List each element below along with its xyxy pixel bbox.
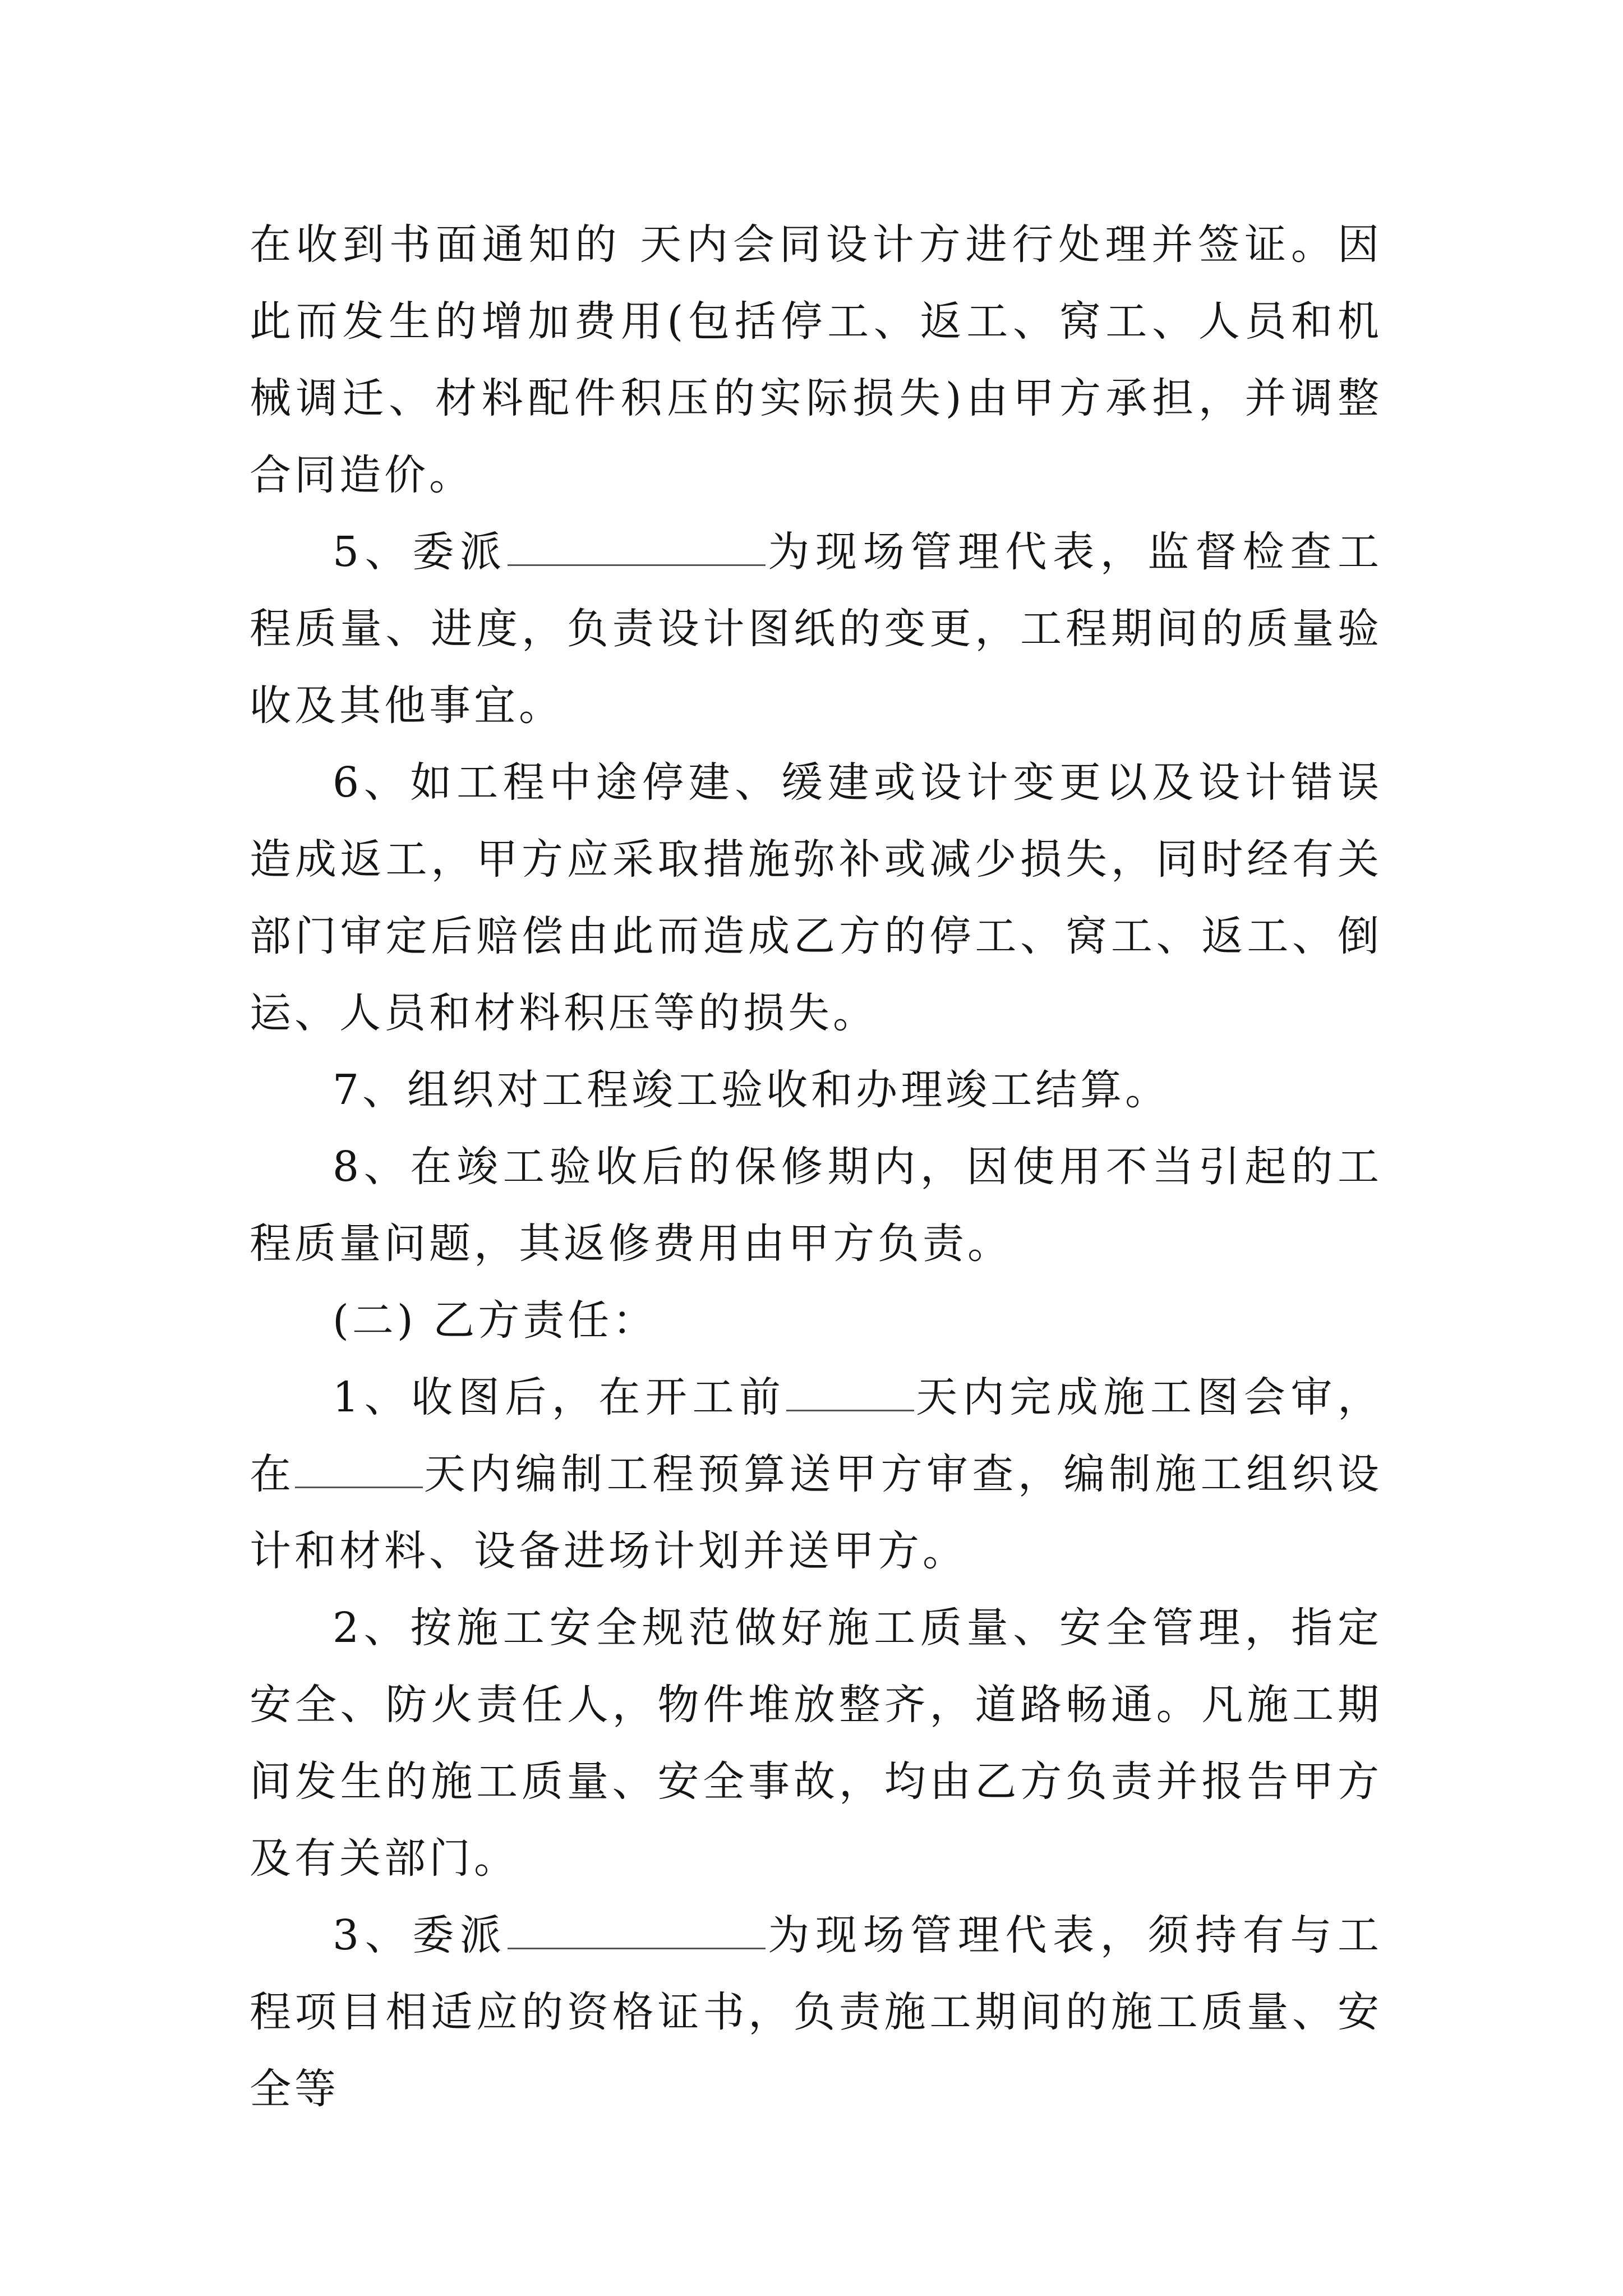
- text-run: 6、如工程中途停建、缓建或设计变更以及设计错误造成返工，甲方应采取措施弥补或减少损失，同时经有关部门审定后赔偿由此而造成乙方的停工、窝工、返工、倒运、人员和材料积压等的损失。: [250, 758, 1382, 1037]
- text-run: 天内完成施工图会审，在: [250, 1373, 1382, 1498]
- text-run: 天内编制工程预算送甲方审查，编制施工组织设计和材料、设备进场计划并送甲方。: [250, 1450, 1383, 1575]
- fill-in-blank: [295, 1453, 423, 1488]
- fill-in-blank: [508, 1914, 766, 1949]
- text-run: (二) 乙方责任：: [333, 1296, 658, 1345]
- text-run: 8、在竣工验收后的保修期内，因使用不当引起的工程质量问题，其返修费用由甲方负责。: [250, 1143, 1382, 1268]
- paragraph-item-7: [250, 1052, 1382, 1129]
- paragraph-item-8: [250, 1129, 1382, 1282]
- fill-in-blank: [508, 531, 766, 566]
- text-run: 在收到书面通知的 天内会同设计方进行处理并签证。因此而发生的增加费用(包括停工、返工、窝工、人员和机械调迁、材料配件积压的实际损失)由甲方承担，并调整合同造价。: [250, 220, 1382, 499]
- text-run: 为现场管理代表，须持有与工程项目相适应的资格证书，负责施工期间的施工质量、安全等: [250, 1911, 1382, 2113]
- text-run: 为现场管理代表，监督检查工程质量、进度，负责设计图纸的变更，工程期间的质量验收及其他事宜。: [250, 528, 1382, 730]
- paragraph-b-item-2: [250, 1590, 1382, 1897]
- paragraph-b-item-1: [250, 1359, 1382, 1590]
- paragraph-notice-handling: [250, 206, 1382, 514]
- text-run: 3、委派: [333, 1911, 508, 1959]
- text-run: 2、按施工安全规范做好施工质量、安全管理，指定安全、防火责任人，物件堆放整齐，道路畅通。凡施工期间发生的施工质量、安全事故，均由乙方负责并报告甲方及有关部门。: [250, 1604, 1382, 1883]
- fill-in-blank: [786, 1376, 914, 1411]
- section-heading-party-b: [250, 1282, 1382, 1359]
- paragraph-item-5: [250, 514, 1382, 744]
- text-run: 7、组织对工程竣工验收和办理竣工结算。: [333, 1066, 1170, 1114]
- text-run: 1、收图后，在开工前: [333, 1373, 786, 1421]
- paragraph-item-6: [250, 744, 1382, 1052]
- contract-body: [250, 206, 1382, 2128]
- paragraph-b-item-3: [250, 1897, 1382, 2128]
- text-run: 5、委派: [333, 528, 508, 576]
